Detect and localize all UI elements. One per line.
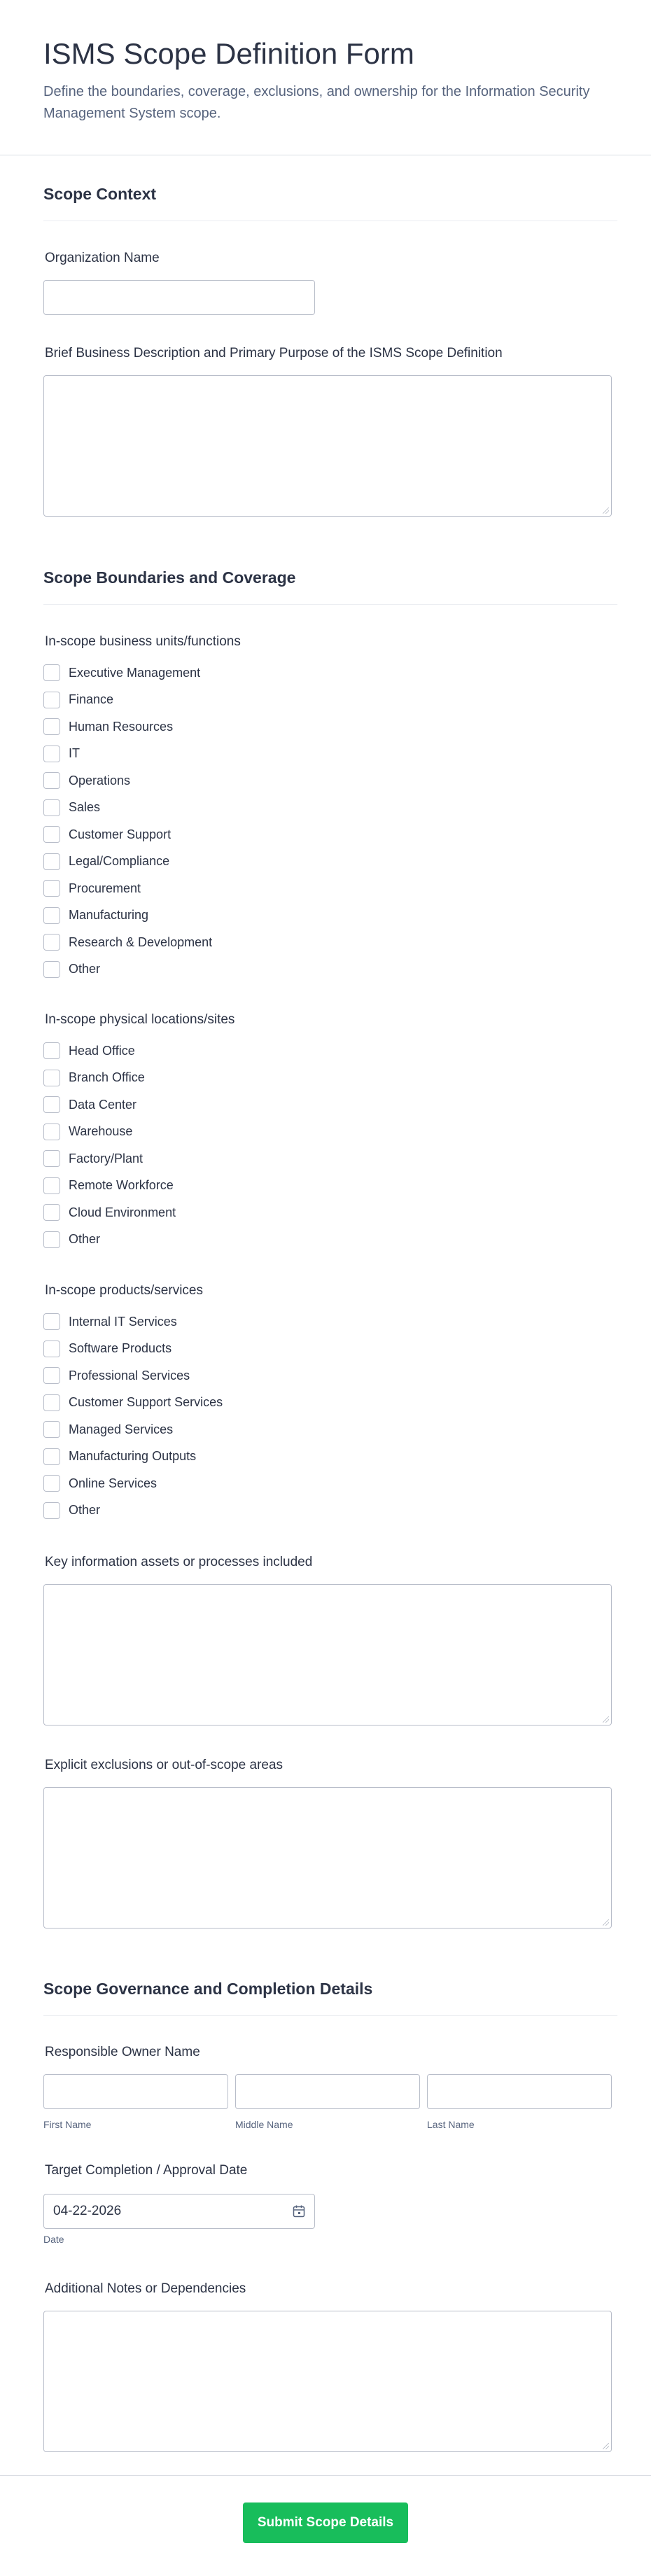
business-unit-option-label: IT [69,746,80,761]
checkbox[interactable] [43,1177,60,1194]
product-option-label: Manufacturing Outputs [69,1449,197,1464]
locations-checklist [43,1037,176,1253]
location-option-label: Other [69,1232,101,1247]
checkbox[interactable] [43,961,60,978]
business-unit-option-label: Customer Support [69,827,172,841]
business-unit-option-label: Manufacturing [69,908,149,923]
section-heading-governance: Scope Governance and Completion Details [43,1980,617,2016]
middle-name-sublabel: Middle Name [235,2119,293,2130]
business-unit-option-label: Sales [69,800,101,815]
business-unit-option[interactable] [43,848,212,876]
last-name-group [427,2074,612,2130]
last-name-sublabel: Last Name [427,2119,475,2130]
location-option-label: Factory/Plant [69,1151,144,1166]
middle-name-group [235,2074,420,2130]
product-option-label: Online Services [69,1476,158,1490]
business-unit-option-label: Finance [69,692,114,707]
product-option-label: Other [69,1503,101,1518]
target-date-label: Target Completion / Approval Date [45,2163,248,2178]
location-option-label: Remote Workforce [69,1178,174,1193]
form-title: ISMS Scope Definition Form [43,37,414,70]
key-assets-textarea[interactable] [43,1584,612,1726]
checkbox[interactable] [43,1448,60,1465]
owner-name-label: Responsible Owner Name [45,2045,200,2059]
checkbox[interactable] [43,880,60,897]
target-date-input[interactable] [43,2194,315,2229]
checkbox[interactable] [43,772,60,789]
business-unit-option[interactable] [43,902,212,930]
location-option-label: Branch Office [69,1070,145,1085]
business-unit-option-label: Executive Management [69,665,201,680]
form-header [0,0,651,155]
checkbox[interactable] [43,1204,60,1221]
location-option-label: Data Center [69,1097,137,1112]
key-assets-label: Key information assets or processes included [45,1555,313,1569]
resize-handle-icon[interactable] [603,2443,609,2449]
checkbox[interactable] [43,907,60,924]
checkbox[interactable] [43,746,60,762]
last-name-input[interactable] [427,2074,612,2109]
section-heading-context: Scope Context [43,185,617,221]
location-option[interactable] [43,1065,176,1092]
form-footer [0,2475,651,2576]
checkbox[interactable] [43,1042,60,1059]
location-option-label: Cloud Environment [69,1205,176,1219]
business-unit-option-label: Human Resources [69,719,174,734]
location-option[interactable] [43,1119,176,1146]
checkbox[interactable] [43,1340,60,1357]
exclusions-textarea[interactable] [43,1787,612,1928]
checkbox[interactable] [43,664,60,681]
business-unit-option[interactable] [43,767,212,794]
product-option[interactable] [43,1443,223,1471]
resize-handle-icon[interactable] [603,1716,609,1723]
checkbox[interactable] [43,1231,60,1248]
business-units-checklist [43,659,212,983]
location-option[interactable] [43,1037,176,1065]
business-unit-option[interactable] [43,741,212,768]
checkbox[interactable] [43,718,60,735]
business-unit-option[interactable] [43,794,212,822]
checkbox[interactable] [43,692,60,708]
org-name-input[interactable] [43,280,315,315]
checkbox[interactable] [43,1394,60,1411]
checkbox[interactable] [43,934,60,951]
business-unit-option[interactable] [43,821,212,848]
section-heading-boundaries: Scope Boundaries and Coverage [43,568,617,605]
product-option[interactable] [43,1497,223,1525]
location-option-label: Head Office [69,1043,135,1058]
first-name-sublabel: First Name [43,2119,92,2130]
business-unit-option-label: Legal/Compliance [69,854,170,869]
business-unit-option[interactable] [43,713,212,741]
business-unit-option-label: Operations [69,773,131,788]
checkbox[interactable] [43,1124,60,1140]
business-unit-option[interactable] [43,659,212,687]
product-option[interactable] [43,1390,223,1417]
target-date-value: 04-22-2026 [53,2204,122,2218]
business-units-label: In-scope business units/functions [45,634,241,649]
checkbox[interactable] [43,799,60,816]
checkbox[interactable] [43,1502,60,1519]
notes-label: Additional Notes or Dependencies [45,2281,246,2296]
product-option[interactable] [43,1362,223,1390]
checkbox[interactable] [43,1150,60,1167]
form-subtitle: Define the boundaries, coverage, exclusions, and ownership for the Information Security Management System scope. [43,84,590,121]
location-option-label: Warehouse [69,1124,133,1139]
business-unit-option[interactable] [43,929,212,956]
location-option[interactable] [43,1226,176,1254]
location-option[interactable] [43,1145,176,1172]
business-description-label: Brief Business Description and Primary Purpose of the ISMS Scope Definition [45,346,503,360]
notes-textarea[interactable] [43,2311,612,2452]
product-option[interactable] [43,1336,223,1363]
products-checklist [43,1308,223,1524]
location-option[interactable] [43,1172,176,1200]
locations-label: In-scope physical locations/sites [45,1012,235,1027]
checkbox[interactable] [43,826,60,843]
product-option-label: Internal IT Services [69,1314,177,1329]
target-date-sublabel: Date [43,2234,64,2245]
exclusions-label: Explicit exclusions or out-of-scope areas [45,1758,284,1772]
calendar-icon[interactable] [292,2204,306,2218]
product-option-label: Customer Support Services [69,1395,223,1410]
products-label: In-scope products/services [45,1283,203,1298]
business-description-textarea[interactable] [43,375,612,517]
checkbox[interactable] [43,1475,60,1492]
product-option-label: Managed Services [69,1422,174,1436]
org-name-label: Organization Name [45,251,160,265]
submit-button[interactable]: Submit Scope Details [243,2502,408,2543]
first-name-input[interactable] [43,2074,228,2109]
checkbox[interactable] [43,1313,60,1330]
resize-handle-icon[interactable] [603,507,609,514]
business-unit-option-label: Other [69,962,101,976]
product-option-label: Professional Services [69,1368,190,1382]
business-unit-option-label: Procurement [69,881,141,895]
checkbox[interactable] [43,853,60,870]
business-unit-option[interactable] [43,875,212,902]
checkbox[interactable] [43,1367,60,1384]
checkbox[interactable] [43,1096,60,1113]
product-option[interactable] [43,1416,223,1443]
location-option[interactable] [43,1091,176,1119]
checkbox[interactable] [43,1421,60,1438]
middle-name-input[interactable] [235,2074,420,2109]
product-option[interactable] [43,1470,223,1497]
checkbox[interactable] [43,1070,60,1086]
product-option[interactable] [43,1308,223,1336]
business-unit-option[interactable] [43,956,212,983]
owner-name-row [43,2074,612,2130]
business-unit-option-label: Research & Development [69,934,213,949]
business-unit-option[interactable] [43,687,212,714]
location-option[interactable] [43,1199,176,1226]
first-name-group [43,2074,228,2130]
product-option-label: Software Products [69,1341,172,1356]
resize-handle-icon[interactable] [603,1919,609,1926]
